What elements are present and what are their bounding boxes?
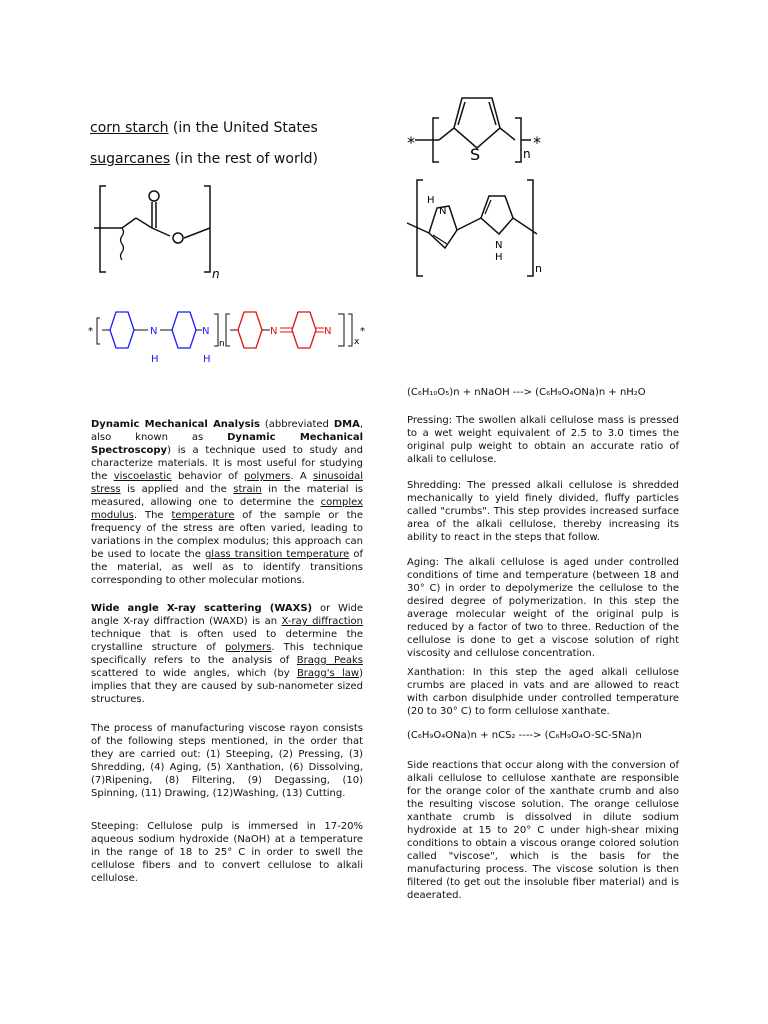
braggs-law-link[interactable]: Bragg's law	[296, 668, 360, 679]
text: . This technique specifically refers to the analysis of	[91, 642, 363, 666]
amine-h-2: H	[203, 354, 211, 365]
corn-starch-link[interactable]: corn starch	[90, 120, 169, 136]
side-reactions-paragraph: Side reactions that occur along with the conversion of alkali cellulose to cellulose xanthate are responsible for the orange color of the xanthate crumb and also the resulting viscose solution. The orange cellulose xanthate crumb is dissolved in dilute sodium hydroxide at 15 to 20° C under high-shear mixing conditions to obtain a viscous orange colored solution called "viscose", which is the basis for the manufacturing process. The viscose solution is then filtered (to get out the insoluble fiber material) and is deaerated.	[407, 760, 679, 901]
amine-n-2: N	[202, 326, 210, 337]
repeat-n: n	[523, 147, 531, 161]
strain-link[interactable]: strain	[233, 484, 262, 495]
pyrrole-n-top: N	[439, 206, 447, 217]
text: of the sample or the frequency of the stress are often varied, leading to variations in the complex modulus; this approach can be used to locate the	[91, 510, 363, 560]
text: of the material, as well as to identify transitions corresponding to other molecular motions.	[91, 549, 363, 586]
corn-starch-note: (in the United States	[168, 120, 318, 136]
sugarcanes-note: (in the rest of world)	[170, 151, 318, 167]
pressing-paragraph: Pressing: The swollen alkali cellulose mass is pressed to a wet weight equivalent of 2.5 to 3.0 times the original pulp weight to obtain an accurate ratio of alkali to cellulose.	[407, 415, 679, 465]
equation-naoh: (C₆H₁₀O₅)n + nNaOH ---> (C₆H₉O₄ONa)n + nH₂O	[407, 387, 646, 398]
text: in the material is measured, allowing one to determine the	[91, 484, 364, 508]
sugarcanes-line	[90, 151, 318, 167]
viscoelastic-link[interactable]: viscoelastic	[113, 471, 172, 482]
amine-h-1: H	[151, 354, 159, 365]
sub-x: x	[354, 337, 360, 347]
text: ) implies that they are caused by sub-nanometer sized structures.	[91, 668, 363, 705]
pyrrole-h-bottom: H	[495, 252, 503, 263]
complex-modulus-link[interactable]: complex modulus	[91, 497, 363, 521]
sinusoidal-stress-link[interactable]: sinusoidal stress	[91, 471, 363, 495]
xray-diffraction-link[interactable]: X-ray diffraction	[281, 616, 363, 627]
bragg-peaks-link[interactable]: Bragg Peaks	[296, 655, 363, 666]
amine-n-1: N	[150, 326, 158, 337]
shredding-paragraph: Shredding: The pressed alkali cellulose is shredded mechanically to yield finely divided, fluffy particles called "crumbs". This step provides increased surface area of the alkali cellulose, thereby increasing its ability to react in the steps that follow.	[407, 480, 679, 543]
text: scattered to wide angles, which (by	[91, 668, 297, 679]
text: is applied and the	[120, 484, 234, 495]
dma-paragraph	[91, 418, 363, 587]
text: ) is a technique used to study and characterize materials. It is most useful for studying the	[91, 445, 363, 482]
right-star-cap: *	[533, 133, 541, 152]
left-star-cap: *	[407, 133, 415, 152]
chain-start-mark: *	[88, 326, 93, 337]
waxs-term: Wide angle X-ray scattering (WAXS)	[91, 603, 313, 614]
sugarcanes-link[interactable]: sugarcanes	[90, 151, 171, 167]
corn-starch-line	[90, 120, 318, 136]
text: . A	[290, 471, 313, 482]
text: behavior of	[171, 471, 245, 482]
process-paragraph: The process of manufacturing viscose rayon consists of the following steps mentioned, in the order that they are carried out: (1) Steeping, (2) Pressing, (3) Shredding, (4) Aging, (5) Xanthation, (6) Dissolving, (7)Ripening, (8) Filtering, (9) Degassing, (10) Spinning, (11) Drawing, (12)Washing, (13) Cutting.	[91, 723, 363, 799]
pyrrole-n-bottom: N	[495, 240, 503, 251]
aging-paragraph: Aging: The alkali cellulose is aged under controlled conditions of time and temperature (between 18 and 30° C) in order to depolymerize the cellulose to the desired degree of polymerization. In this step the average molecular weight of the original pulp is reduced by a factor of two to three. Reduction of the cellulose is done to get a viscose solution of right viscosity and cellulose concentration.	[407, 557, 679, 659]
text: . The	[133, 510, 172, 521]
text: or Wide angle X-ray diffraction (WAXD) is an	[91, 603, 363, 627]
repeat-n: n	[212, 267, 220, 281]
polymers-link-2[interactable]: polymers	[224, 642, 272, 653]
repeat-n: n	[535, 262, 542, 275]
equation-cs2: (C₆H₉O₄ONa)n + nCS₂ ----> (C₆H₉O₄O-SC-SNa)n	[407, 730, 642, 741]
waxs-paragraph	[91, 602, 363, 706]
polyester-structure	[92, 182, 232, 282]
dma-term: Dynamic Mechanical Analysis	[91, 419, 260, 430]
dma-abbr: DMA	[333, 419, 360, 430]
text: technique that is often used to determine the crystalline structure of	[91, 629, 363, 653]
imine-n-2: N	[324, 326, 332, 337]
steeping-paragraph: Steeping: Cellulose pulp is immersed in 17-20% aqueous sodium hydroxide (NaOH) at a temperature in the range of 18 to 25° C in order to swell the cellulose fibers and to convert cellulose to alkali cellulose.	[91, 821, 363, 884]
polythiophene-structure	[405, 90, 545, 170]
chain-end-mark: *	[360, 326, 365, 337]
bipyrrole-structure	[405, 178, 545, 278]
text: (abbreviated	[259, 419, 334, 430]
imine-n-1: N	[270, 326, 278, 337]
glass-transition-link[interactable]: glass transition temperature	[204, 549, 350, 560]
polyaniline-structure	[88, 300, 368, 370]
temperature-link[interactable]: temperature	[171, 510, 235, 521]
text: , also known as	[91, 419, 363, 443]
sub-n: n	[219, 339, 225, 349]
xanthation-paragraph: Xanthation: In this step the aged alkali cellulose crumbs are placed in vats and are allowed to react with carbon disulphide under controlled temperature (20 to 30° C) to form cellulose xanthate.	[407, 667, 679, 717]
dms-term: Dynamic Mechanical Spectroscopy	[91, 432, 363, 456]
pyrrole-h-top: H	[427, 195, 435, 206]
polymers-link[interactable]: polymers	[244, 471, 291, 482]
sulfur-atom: S	[470, 145, 481, 164]
